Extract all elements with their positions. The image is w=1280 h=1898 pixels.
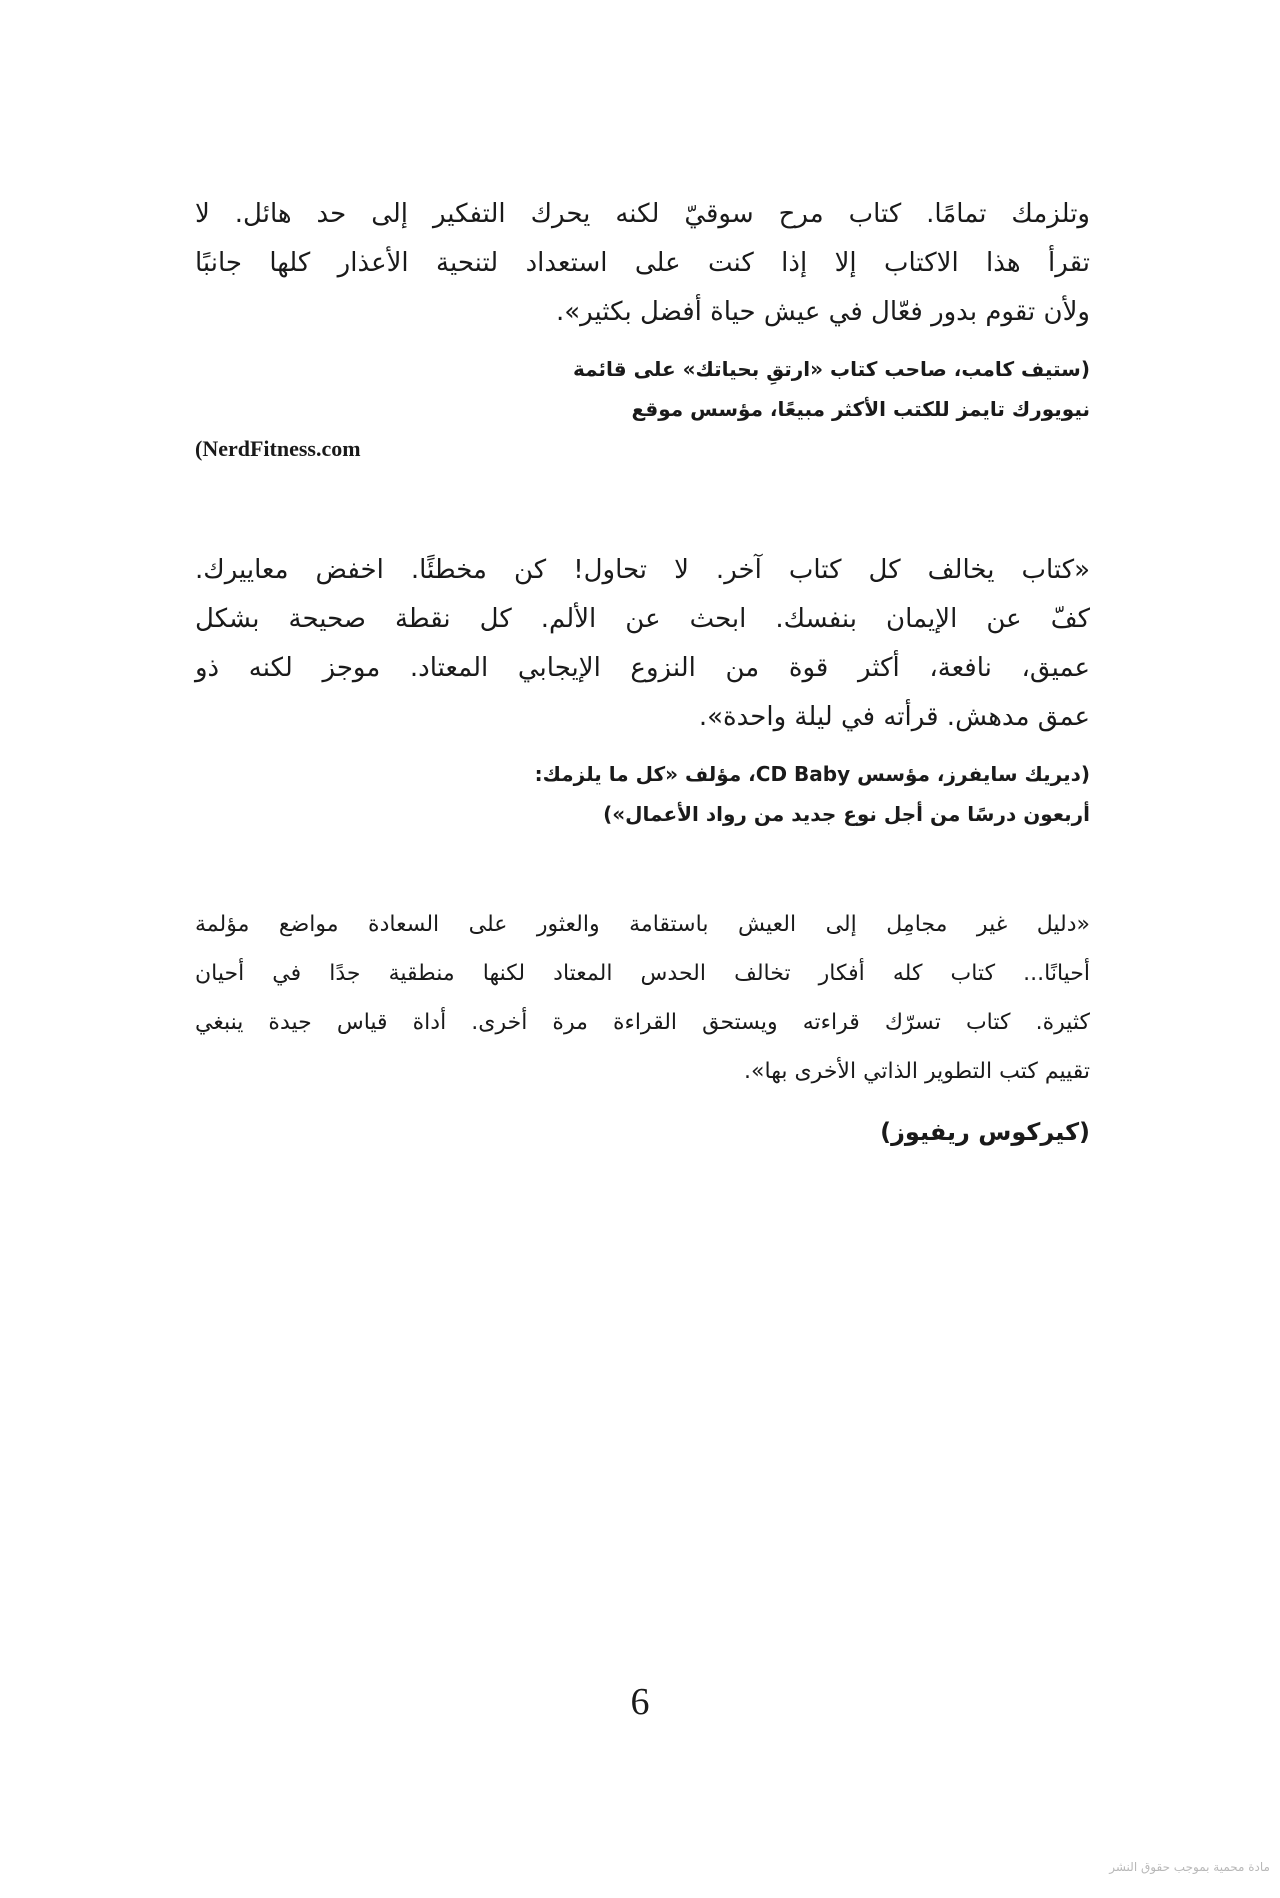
quote-line: تقييم كتب التطوير الذاتي الأخرى بها». <box>744 1059 1090 1084</box>
attribution-line: نيويورك تايمز للكتب الأكثر مبيعًا، مؤسس موقع <box>631 397 1090 421</box>
attribution-line: (NerdFitness.com <box>195 436 361 461</box>
copyright-watermark: مادة محمية بموجب حقوق النشر <box>1109 1860 1270 1874</box>
quote-line: «كتاب يخالف كل كتاب آخر. لا تحاول! كن مخطئًا. اخفض معاييرك. <box>195 555 1090 585</box>
quote-line: كثيرة. كتاب تسرّك قراءته ويستحق القراءة مرة أخرى. أداة قياس جيدة ينبغي <box>195 1010 1090 1035</box>
quote-line: عميق، نافعة، أكثر قوة من النزوع الإيجابي المعتاد. موجز لكنه ذو <box>195 653 1090 683</box>
quote-1 <box>195 190 1090 469</box>
quote-3 <box>195 900 1090 1152</box>
quote-line: «دليل غير مجامِل إلى العيش باستقامة والعثور على السعادة مواضع مؤلمة <box>195 912 1090 937</box>
attribution-line: (ديريك سايفرز، مؤسس CD Baby، مؤلف «كل ما يلزمك: <box>534 762 1090 786</box>
quote-2 <box>195 546 1090 834</box>
quote-line: ولأن تقوم بدور فعّال في عيش حياة أفضل بكثير». <box>555 297 1090 327</box>
quote-line: عمق مدهش. قرأته في ليلة واحدة». <box>698 702 1090 732</box>
quote-line: كفّ عن الإيمان بنفسك. ابحث عن الألم. كل نقطة صحيحة بشكل <box>195 604 1090 634</box>
attribution-line: (كيركوس ريفيوز) <box>880 1118 1090 1146</box>
quote-line: أحيانًا... كتاب كله أفكار تخالف الحدس المعتاد لكنها منطقية جدًا في أحيان <box>195 961 1090 986</box>
attribution-line: (ستيف كامب، صاحب كتاب «ارتقِ بحياتك» على قائمة <box>572 357 1090 381</box>
quote-line: وتلزمك تمامًا. كتاب مرح سوقيّ لكنه يحرك التفكير إلى حد هائل. لا <box>195 199 1090 229</box>
page-number: 6 <box>630 1681 650 1723</box>
attribution-line: أربعون درسًا من أجل نوع جديد من رواد الأعمال») <box>603 802 1090 826</box>
quote-line: تقرأ هذا الاكتاب إلا إذا كنت على استعداد لتنحية الأعذار كلها جانبًا <box>195 248 1090 278</box>
